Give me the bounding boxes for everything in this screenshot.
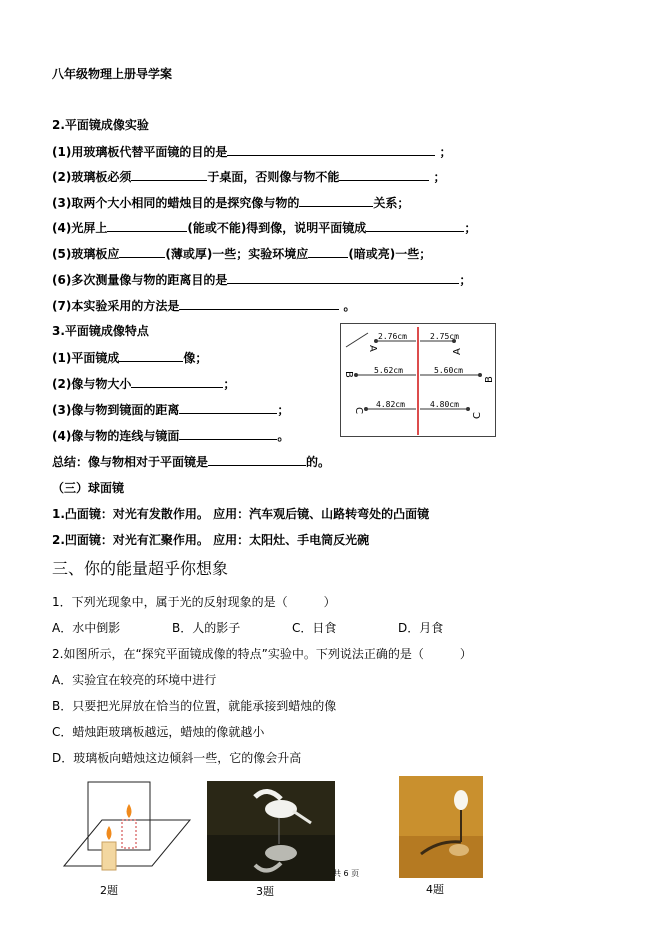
question-5 — [52, 245, 431, 262]
page-title: 八年级物理上册导学案 — [52, 67, 173, 81]
blank-field[interactable] — [107, 219, 187, 232]
q5-mid: (薄或厚)一些；实验环境应 — [165, 247, 309, 261]
q1-option-c[interactable]: C．日食 — [292, 621, 337, 635]
q4-end: ； — [464, 221, 477, 235]
p3-end: ； — [277, 403, 290, 417]
q2-option-d[interactable]: D．玻璃板向蜡烛这边倾斜一些，它的像会升高 — [52, 751, 302, 765]
dist-c-right: 4.80cm — [430, 400, 459, 409]
flame-image-icon — [127, 804, 132, 818]
q1-option-d[interactable]: D．月食 — [398, 621, 444, 635]
p2-text: (2)像与物大小 — [52, 377, 132, 391]
label-a-right: A — [452, 348, 463, 355]
blank-field[interactable] — [308, 245, 348, 258]
convex-mirror-line: 1.凸面镜：对光有发散作用。 应用：汽车观后镜、山路转弯处的凸面镜 — [52, 507, 430, 521]
mirror-measurement-diagram — [340, 323, 496, 437]
q2-option-a[interactable]: A．实验宜在较亮的环境中进行 — [52, 673, 217, 687]
section-title-3: 3.平面镜成像特点 — [52, 324, 149, 338]
blank-field[interactable] — [227, 271, 459, 284]
blank-field[interactable] — [131, 168, 207, 181]
figure-2-glass-plate — [60, 780, 196, 884]
question-6 — [52, 271, 471, 288]
q4-mid: (能或不能)得到像，说明平面镜成 — [187, 221, 367, 235]
q5-text: (5)玻璃板应 — [52, 247, 120, 261]
blank-field[interactable] — [179, 401, 277, 414]
sphere-mirror-title: （三）球面镜 — [52, 481, 125, 495]
q7-text: (7)本实验采用的方法是 — [52, 299, 180, 313]
lamp — [454, 790, 468, 810]
egret-reflection — [265, 845, 297, 861]
q1-option-a[interactable]: A．水中倒影 — [52, 621, 121, 635]
label-c-right: C — [472, 412, 483, 419]
p3-text: (3)像与物到镜面的距离 — [52, 403, 180, 417]
property-1 — [52, 349, 207, 366]
q2-option-c[interactable]: C．蜡烛距玻璃板越远，蜡烛的像就越小 — [52, 725, 265, 739]
mc-question-1: 1．下列光现象中，属于光的反射现象的是（ ） — [52, 595, 336, 609]
p4-text: (4)像与物的连线与镜面 — [52, 429, 180, 443]
figure-3-egret-photo — [207, 781, 335, 881]
summary-end: 的。 — [306, 455, 331, 469]
blank-field[interactable] — [119, 349, 183, 362]
figure-4-shadow-photo — [399, 776, 483, 878]
blank-field[interactable] — [227, 143, 435, 156]
candle-image — [122, 820, 136, 848]
label-b-right: B — [484, 376, 495, 383]
question-1 — [52, 143, 452, 160]
dist-b-left: 5.62cm — [374, 366, 403, 375]
egret — [265, 800, 297, 818]
p4-end: 。 — [277, 429, 290, 443]
question-7 — [52, 297, 356, 314]
q6-end: ； — [459, 273, 472, 287]
dist-b-right: 5.60cm — [434, 366, 463, 375]
caption-figure-2: 2题 — [100, 884, 118, 897]
summary — [52, 453, 330, 470]
candle — [102, 842, 116, 870]
blank-field[interactable] — [179, 297, 339, 310]
property-2 — [52, 375, 235, 392]
question-4 — [52, 219, 476, 236]
label-a-left: A — [367, 345, 378, 352]
label-b-left: B — [343, 371, 354, 378]
caption-figure-4: 4题 — [426, 883, 444, 896]
part3-heading: 三、你的能量超乎你想象 — [52, 559, 229, 578]
q6-text: (6)多次测量像与物的距离目的是 — [52, 273, 228, 287]
caption-figure-3: 3题 — [256, 885, 274, 898]
q2-text: (2)玻璃板必须 — [52, 170, 132, 184]
q2-end: ； — [433, 170, 446, 184]
blank-field[interactable] — [131, 375, 223, 388]
question-2 — [52, 168, 446, 185]
property-4 — [52, 427, 289, 444]
summary-text: 总结：像与物相对于平面镜是 — [52, 455, 209, 469]
dist-a-left: 2.76cm — [378, 332, 407, 341]
p1-text: (1)平面镜成 — [52, 351, 120, 365]
concave-mirror-line: 2.凹面镜：对光有汇聚作用。 应用：太阳灶、手电筒反光碗 — [52, 533, 370, 547]
label-c-left: C — [353, 407, 364, 414]
p1-end: 像； — [183, 351, 208, 365]
blank-field[interactable] — [179, 427, 277, 440]
p2-end: ； — [223, 377, 236, 391]
q7-end: 。 — [343, 299, 356, 313]
property-3 — [52, 401, 289, 418]
mc-question-2: 2.如图所示，在“探究平面镜成像的特点”实验中。下列说法正确的是（ ） — [52, 647, 472, 661]
q3-end: 关系； — [373, 196, 410, 210]
dist-c-left: 4.82cm — [376, 400, 405, 409]
blank-field[interactable] — [208, 453, 306, 466]
flame-icon — [107, 826, 112, 840]
page-footer: 共 6 页 — [333, 869, 360, 878]
q1-option-b[interactable]: B．人的影子 — [172, 621, 241, 635]
q1-end: ； — [439, 145, 452, 159]
q2-option-b[interactable]: B．只要把光屏放在恰当的位置，就能承接到蜡烛的像 — [52, 699, 337, 713]
blank-field[interactable] — [366, 219, 464, 232]
blank-field[interactable] — [299, 194, 373, 207]
blank-field[interactable] — [119, 245, 165, 258]
q4-text: (4)光屏上 — [52, 221, 108, 235]
dist-a-right: 2.75cm — [430, 332, 459, 341]
section-title-2: 2.平面镜成像实验 — [52, 118, 149, 132]
blank-field[interactable] — [339, 168, 429, 181]
q5-end: (暗或亮)一些； — [348, 247, 432, 261]
q2-mid: 于桌面，否则像与物不能 — [207, 170, 340, 184]
q3-text: (3)取两个大小相同的蜡烛目的是探究像与物的 — [52, 196, 300, 210]
question-3 — [52, 194, 409, 211]
q1-text: (1)用玻璃板代替平面镜的目的是 — [52, 145, 228, 159]
